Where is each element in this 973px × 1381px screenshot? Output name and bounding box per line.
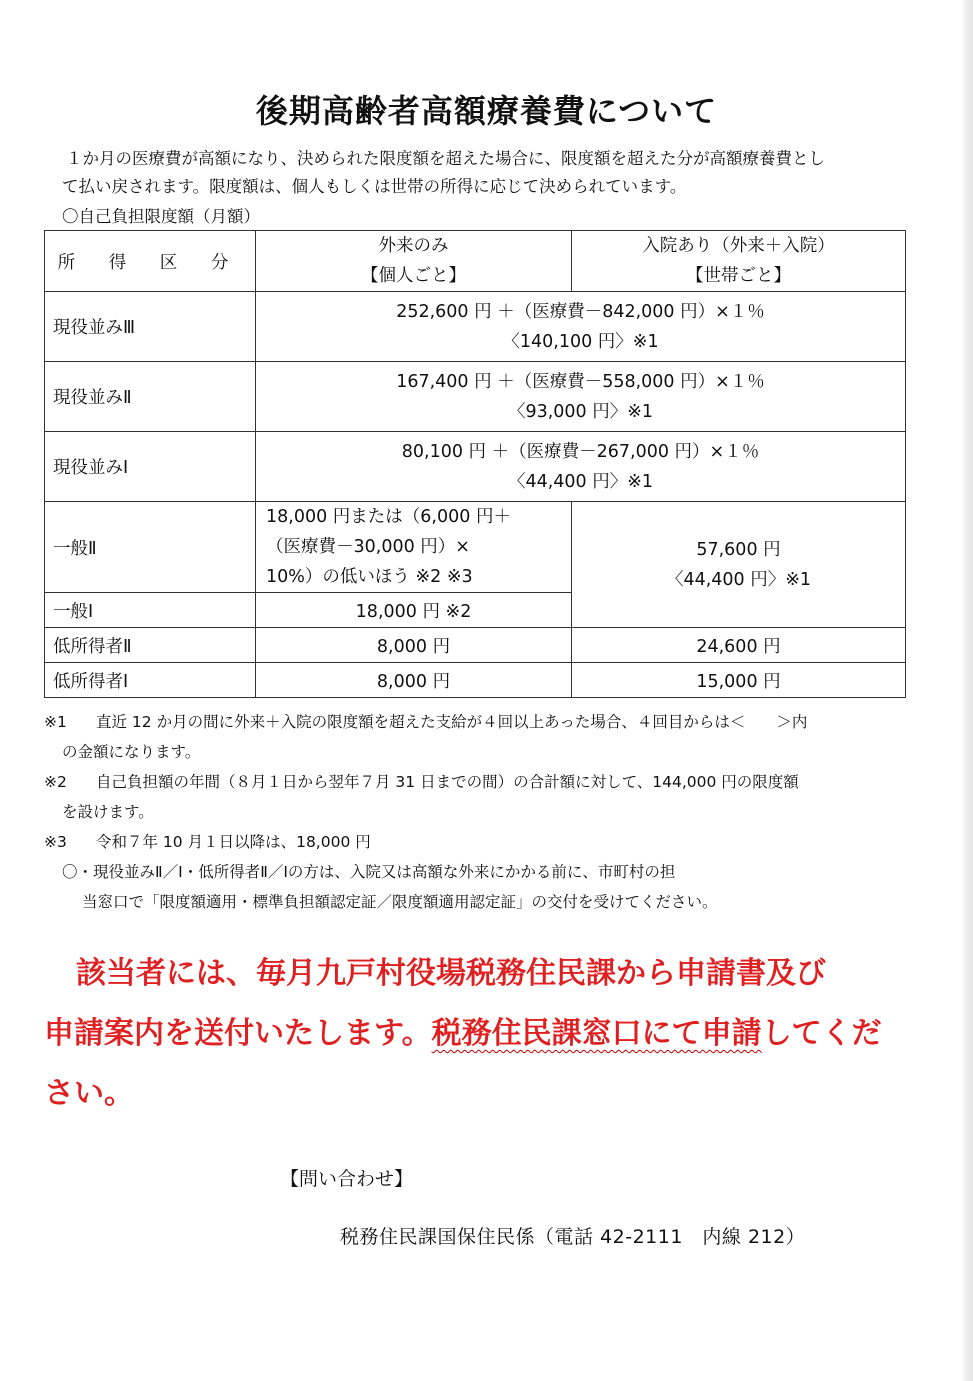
certificate-note-line-2: 当窓口で「限度額適用・標準負担額認定証／限度額適用認定証」の交付を受けてください。 [82,893,718,911]
certificate-note-line-1: 〇・現役並みⅡ／Ⅰ・低所得者Ⅱ／Ⅰの方は、入院又は高額な外来にかかる前に、市町村の担 [62,863,676,881]
footnote-1-line-1: 直近 12 か月の間に外来＋入院の限度額を超えた支給が４回以上あった場合、４回目からは＜ ＞内 [96,713,808,731]
page-title: 後期高齢者高額療養費について [255,92,718,130]
row-label: 低所得者Ⅱ [45,628,256,663]
row-label: 一般Ⅰ [45,593,256,628]
section-label: 〇自己負担限度額（月額） [62,207,260,226]
footnote-1 [44,707,914,737]
page-edge-shadow [963,0,973,1381]
general-inpatient-line-1: 57,600 円 [696,539,781,560]
table-row-low-income-2 [45,628,906,663]
low-1-inpatient: 15,000 円 [572,663,906,698]
contact-label: 【問い合わせ】 [280,1168,414,1190]
general-2-outpatient [256,502,572,593]
footnote-1-mark: ※1 [44,713,67,731]
footnote-2-line-2: を設けます。 [62,803,154,821]
row-label: 低所得者Ⅰ [45,663,256,698]
footnotes [44,707,914,917]
general-inpatient [572,502,906,628]
table-row-general-2 [45,502,906,593]
row-limit [256,432,906,502]
intro-line-2: て払い戻されます。限度額は、個人もしくは世帯の所得に応じて決められています。 [62,177,687,196]
low-1-outpatient: 8,000 円 [256,663,572,698]
row-limit [256,292,906,362]
general-inpatient-line-2: 〈44,400 円〉※1 [665,569,812,590]
footnote-2-line-1: 自己負担額の年間（８月１日から翌年７月 31 日までの間）の合計額に対して、144,000 円の限度額 [96,773,799,791]
row-label: 現役並みⅡ [45,362,256,432]
general-2-outpatient-line-3: 10%）の低いほう ※2 ※3 [266,567,473,587]
general-2-outpatient-line-1: 18,000 円または（6,000 円＋ [266,507,511,527]
row-limit-line-2: 〈44,400 円〉※1 [507,471,654,492]
row-limit-line-2: 〈93,000 円〉※1 [507,401,654,422]
header-inpatient-line-1: 入院あり（外来＋入院） [642,236,835,256]
intro-paragraph [62,145,912,201]
footnote-3-mark: ※3 [44,833,67,851]
notice-line-2-part-1: 申請案内を送付いたします。 [44,1016,432,1051]
intro-line-1: １か月の医療費が高額になり、決められた限度額を超えた場合に、限度額を超えた分が高額療養費とし [66,149,825,168]
row-limit-line-1: 80,100 円 ＋（医療費－267,000 円）×１％ [401,441,760,462]
low-2-inpatient: 24,600 円 [572,628,906,663]
row-limit [256,362,906,432]
general-1-outpatient: 18,000 円 ※2 [256,593,572,628]
table-row [45,292,906,362]
header-outpatient-line-1: 外来のみ [378,236,449,256]
row-limit-line-2: 〈140,100 円〉※1 [502,331,659,352]
table-row [45,432,906,502]
header-outpatient-line-2: 【個人ごと】 [361,266,466,286]
row-label: 現役並みⅢ [45,292,256,362]
contact-info: 税務住民課国保住民係（電話 42-2111 内線 212） [340,1226,806,1248]
limits-table [44,230,906,698]
header-inpatient [572,231,906,292]
notice-line-3: さい。 [44,1076,134,1111]
footnote-2-mark: ※2 [44,773,67,791]
table-row-low-income-1 [45,663,906,698]
row-limit-line-1: 252,600 円 ＋（医療費－842,000 円）×１％ [396,301,765,322]
footnote-3-line-1: 令和７年 10 月１日以降は、18,000 円 [96,833,371,851]
table-row [45,362,906,432]
general-2-outpatient-line-2: （医療費－30,000 円）× [266,537,470,557]
row-limit-line-1: 167,400 円 ＋（医療費－558,000 円）×１％ [396,371,765,392]
header-income-category: 所 得 区 分 [45,231,256,292]
application-notice [44,944,924,1124]
row-label: 一般Ⅱ [45,502,256,593]
footnote-1-line-2: の金額になります。 [62,743,201,761]
header-outpatient [256,231,572,292]
notice-line-1: 該当者には、毎月九戸村役場税務住民課から申請書及び [76,956,826,991]
notice-line-2-underlined: 税務住民課窓口にて申請 [431,1016,762,1051]
row-label: 現役並みⅠ [45,432,256,502]
low-2-outpatient: 8,000 円 [256,628,572,663]
table-header-row [45,231,906,292]
notice-line-2-part-3: してくだ [761,1016,882,1051]
header-inpatient-line-2: 【世帯ごと】 [686,266,791,286]
footnote-3 [44,827,914,857]
footnote-2 [44,767,914,797]
